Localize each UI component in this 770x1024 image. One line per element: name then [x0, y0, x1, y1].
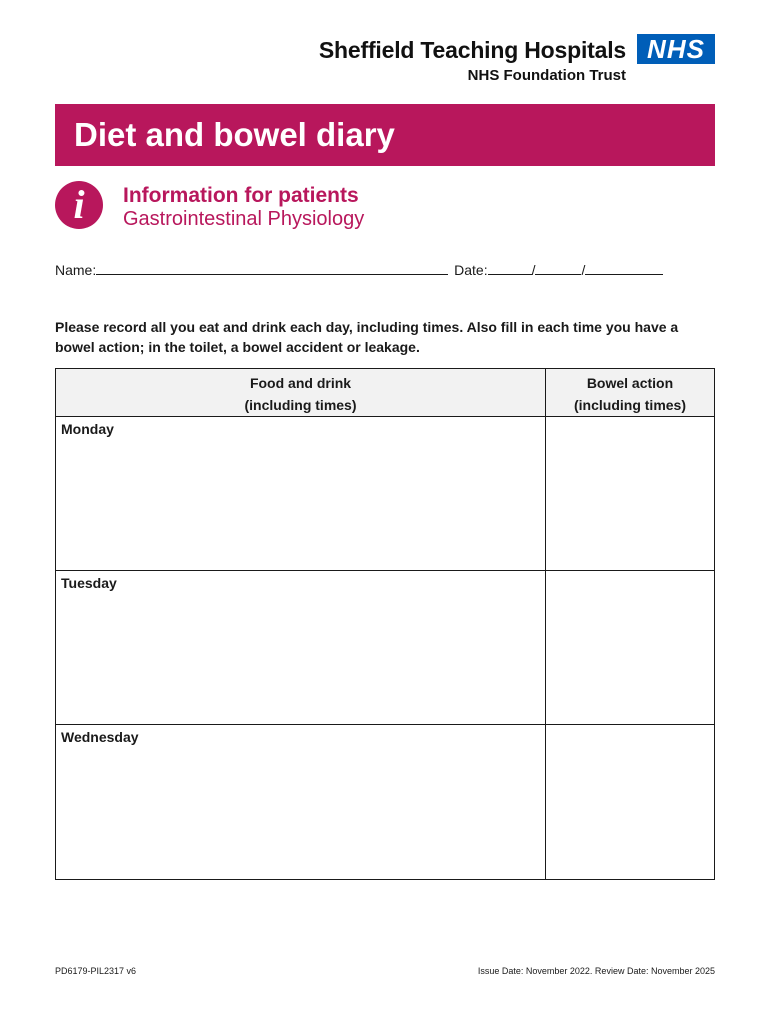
nhs-logo: NHS [637, 34, 715, 64]
table-row-wednesday [56, 725, 714, 879]
info-heading: Information for patients [123, 184, 359, 207]
department-name: Gastrointestinal Physiology [123, 208, 365, 230]
name-field[interactable] [96, 261, 448, 275]
instructions-text: Please record all you eat and drink each day, including times. Also fill in each time you have a bowel action; in the toilet, a bowel accident or leakage. [55, 319, 679, 355]
day-label: Tuesday [61, 575, 117, 591]
food-entry-cell[interactable] [56, 571, 545, 724]
day-label: Monday [61, 421, 114, 437]
column-header-subtitle: (including times) [244, 397, 357, 413]
column-divider [545, 369, 546, 879]
date-month-field[interactable] [535, 261, 581, 275]
day-label: Wednesday [61, 729, 139, 745]
diary-table [55, 368, 715, 880]
date-label: Date: [454, 262, 488, 278]
column-header-subtitle: (including times) [574, 397, 686, 413]
date-year-field[interactable] [585, 261, 663, 275]
name-label: Name: [55, 262, 97, 278]
food-column-header [56, 372, 545, 416]
date-day-field[interactable] [488, 261, 532, 275]
page-title: Diet and bowel diary [74, 116, 395, 153]
bowel-column-header [546, 372, 714, 416]
table-row-monday [56, 417, 714, 571]
date-separator: / [581, 262, 586, 278]
table-header [56, 369, 714, 417]
information-icon: i [55, 181, 103, 229]
title-bar [55, 104, 715, 166]
table-row-tuesday [56, 571, 714, 725]
food-entry-cell[interactable] [56, 417, 545, 570]
name-date-line [55, 261, 663, 279]
food-entry-cell[interactable] [56, 725, 545, 879]
issue-review-dates: Issue Date: November 2022. Review Date: November 2025 [477, 966, 715, 976]
bowel-entry-cell[interactable] [546, 417, 714, 570]
bowel-entry-cell[interactable] [546, 571, 714, 724]
date-separator: / [531, 262, 536, 278]
organisation-name: Sheffield Teaching Hospitals [318, 37, 626, 63]
organisation-header [319, 36, 626, 86]
column-header-title: Bowel action [586, 375, 674, 391]
trust-name: NHS Foundation Trust [467, 67, 626, 84]
bowel-entry-cell[interactable] [546, 725, 714, 879]
column-header-title: Food and drink [249, 375, 352, 391]
document-code: PD6179-PIL2317 v6 [55, 966, 137, 976]
